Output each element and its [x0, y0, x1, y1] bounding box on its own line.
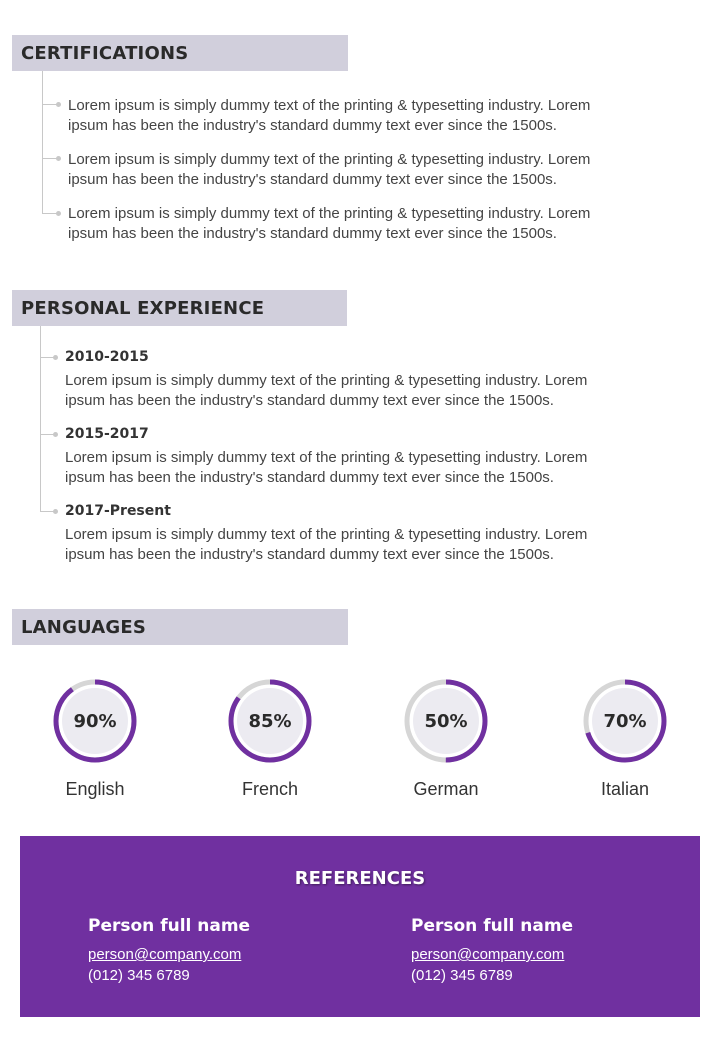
language-name: French	[241, 779, 299, 799]
bullet-dot	[53, 509, 58, 514]
languages-title: LANGUAGES	[21, 616, 147, 638]
experience-period: 2010-2015	[65, 349, 149, 365]
bullet-dot	[56, 211, 61, 216]
language-percent: 70%	[603, 710, 647, 732]
language-percent: 85%	[248, 710, 292, 732]
experience-period: 2017-Present	[65, 503, 171, 519]
references-panel	[20, 836, 700, 1017]
reference-email-link[interactable]: person@company.com	[88, 946, 242, 963]
certification-item: Lorem ipsum is simply dummy text of the printing & typesetting industry. Lorem ipsum has been the industry's standard dummy text ever since the 1500s.	[68, 205, 591, 242]
languages-header	[12, 609, 348, 645]
language-french	[210, 679, 330, 800]
certifications-title: CERTIFICATIONS	[21, 42, 189, 64]
language-name: Italian	[600, 779, 650, 799]
language-name: German	[413, 779, 479, 799]
certification-item: Lorem ipsum is simply dummy text of the printing & typesetting industry. Lorem ipsum has been the industry's standard dummy text ever since the 1500s.	[68, 151, 591, 188]
language-german	[386, 679, 506, 800]
experience-title: PERSONAL EXPERIENCE	[21, 297, 265, 319]
language-name: English	[65, 779, 125, 799]
bullet-dot	[53, 355, 58, 360]
experience-description: Lorem ipsum is simply dummy text of the printing & typesetting industry. Lorem ipsum has been the industry's standard dummy text ever since the 1500s.	[65, 526, 588, 563]
experience-tree-line	[40, 326, 41, 512]
certifications-header	[12, 35, 348, 71]
language-percent: 90%	[73, 710, 117, 732]
reference-phone: (012) 345 6789	[411, 967, 513, 984]
experience-header	[12, 290, 347, 326]
language-italian	[565, 679, 685, 800]
reference-email-link[interactable]: person@company.com	[411, 946, 565, 963]
language-progress-ring	[583, 679, 667, 763]
bullet-dot	[56, 102, 61, 107]
tree-branch	[43, 104, 57, 105]
language-percent: 50%	[424, 710, 468, 732]
reference-name: Person full name	[411, 916, 574, 936]
certification-item: Lorem ipsum is simply dummy text of the printing & typesetting industry. Lorem ipsum has been the industry's standard dummy text ever since the 1500s.	[68, 97, 591, 134]
tree-branch	[43, 158, 57, 159]
bullet-dot	[56, 156, 61, 161]
bullet-dot	[53, 432, 58, 437]
language-progress-ring	[53, 679, 137, 763]
references-title: REFERENCES	[294, 868, 426, 889]
reference-name: Person full name	[88, 916, 251, 936]
language-progress-ring	[404, 679, 488, 763]
experience-description: Lorem ipsum is simply dummy text of the printing & typesetting industry. Lorem ipsum has been the industry's standard dummy text ever since the 1500s.	[65, 449, 588, 486]
certifications-tree-line	[42, 71, 43, 214]
reference-card	[411, 916, 573, 984]
reference-phone: (012) 345 6789	[88, 967, 190, 984]
experience-period: 2015-2017	[65, 426, 149, 442]
experience-description: Lorem ipsum is simply dummy text of the printing & typesetting industry. Lorem ipsum has been the industry's standard dummy text ever since the 1500s.	[65, 372, 588, 409]
language-english	[35, 679, 155, 800]
language-progress-ring	[228, 679, 312, 763]
tree-branch	[43, 213, 57, 214]
reference-card	[88, 916, 250, 984]
